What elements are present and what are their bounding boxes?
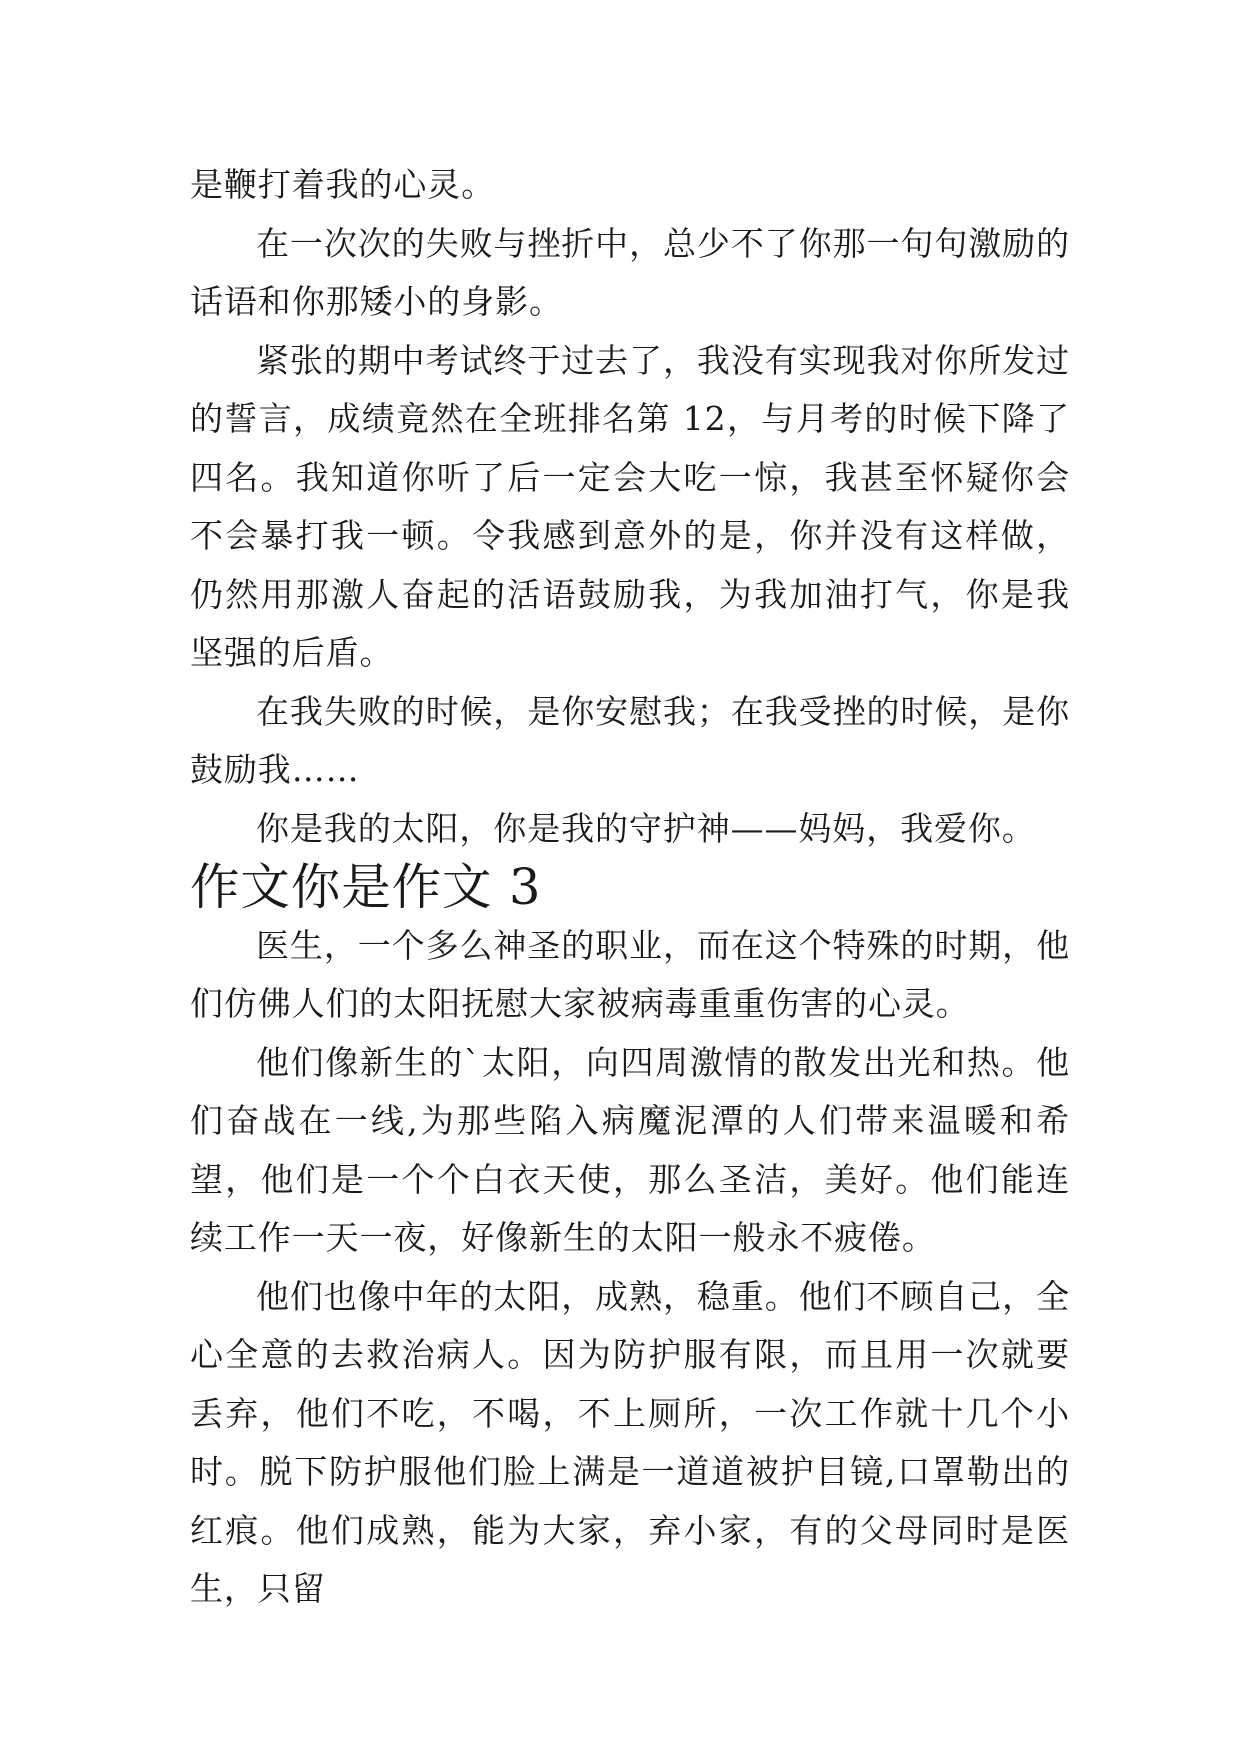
section-heading: 作文你是作文 3 xyxy=(190,858,542,916)
paragraph: 你是我的太阳，你是我的守护神——妈妈，我爱你。 xyxy=(256,808,1036,848)
paragraph: 他们像新生的`太阳，向四周激情的散发出光和热。他们奋战在一线,为那些陷入病魔泥潭的人们带来温暖和希望，他们是一个个白衣天使，那么圣洁，美好。他们能连续工作一天一夜，好像新生的太阳一般永不疲倦。 xyxy=(190,1042,1070,1257)
paragraph-continuation: 是鞭打着我的心灵。 xyxy=(190,165,496,204)
paragraph: 在一次次的失败与挫折中，总少不了你那一句句激励的话语和你那矮小的身影。 xyxy=(190,223,1070,321)
document-body xyxy=(190,156,1070,1619)
paragraph: 他们也像中年的太阳，成熟，稳重。他们不顾自己，全心全意的去救治病人。因为防护服有限，而且用一次就要丢弃，他们不吃，不喝，不上厕所，一次工作就十几个小时。脱下防护服他们脸上满是一道道被护目镜,口罩勒出的红痕。他们成熟，能为大家，弃小家，有的父母同时是医生，只留 xyxy=(190,1276,1070,1608)
paragraph: 紧张的期中考试终于过去了，我没有实现我对你所发过的誓言，成绩竟然在全班排名第 12，与月考的时候下降了四名。我知道你听了后一定会大吃一惊，我甚至怀疑你会不会暴打我一顿。令我感到意外的是，你并没有这样做，仍然用那激人奋起的活语鼓励我，为我加油打气，你是我坚强的后盾。 xyxy=(190,340,1070,672)
paragraph: 在我失败的时候，是你安慰我；在我受挫的时候，是你鼓励我…… xyxy=(190,691,1070,789)
paragraph: 医生，一个多么神圣的职业，而在这个特殊的时期，他们仿佛人们的太阳抚慰大家被病毒重重伤害的心灵。 xyxy=(190,925,1070,1023)
